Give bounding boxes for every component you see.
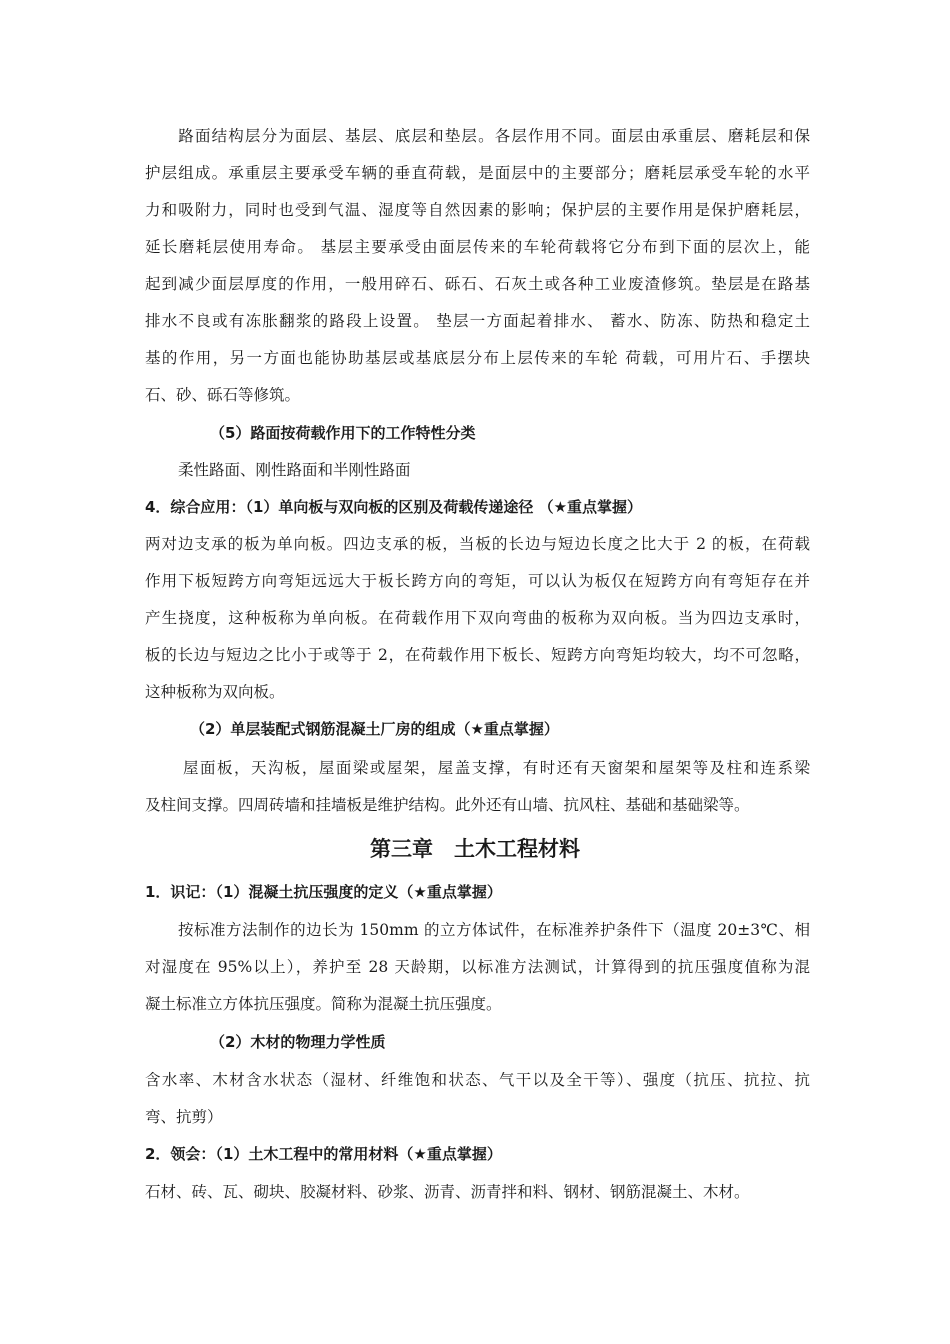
- paragraph-line: 弯、抗剪）: [145, 1108, 223, 1126]
- paragraph-line: 石、砂、砾石等修筑。: [145, 386, 301, 404]
- paragraph-line: 对湿度在 95%以上），养护至 28 天龄期，以标准方法测试，计算得到的抗压强度值称为混: [145, 958, 810, 976]
- paragraph-line: 柔性路面、刚性路面和半刚性路面: [178, 461, 411, 479]
- paragraph-line: 凝土标准立方体抗压强度。简称为混凝土抗压强度。: [145, 995, 502, 1013]
- paragraph-line: 作用下板短跨方向弯矩远远大于板长跨方向的弯矩，可以认为板仅在短跨方向有弯矩存在并: [145, 572, 810, 590]
- paragraph-line: 屋面板，天沟板，屋面梁或屋架，屋盖支撑，有时还有天窗架和屋架等及柱和连系梁: [183, 759, 810, 777]
- subheading-road-classification: （5）路面按荷载作用下的工作特性分类: [210, 424, 476, 442]
- paragraph-line: 护层组成。承重层主要承受车辆的垂直荷载，是面层中的主要部分；磨耗层承受车轮的水平: [145, 164, 810, 182]
- paragraph-line: 这种板称为双向板。: [145, 683, 285, 701]
- paragraph-line: 含水率、木材含水状态（湿材、纤维饱和状态、气干以及全干等）、强度（抗压、抗拉、抗: [145, 1071, 810, 1089]
- section-title-comprehend: 2．领会：（1）土木工程中的常用材料（★重点掌握）: [145, 1145, 502, 1163]
- paragraph-line: 延长磨耗层使用寿命。 基层主要承受由面层传来的车轮荷载将它分布到下面的层次上，能: [145, 238, 810, 256]
- paragraph-line: 力和吸附力，同时也受到气温、湿度等自然因素的影响；保护层的主要作用是保护磨耗层，: [145, 201, 810, 219]
- subheading-factory-composition: （2）单层装配式钢筋混凝土厂房的组成（★重点掌握）: [190, 720, 559, 738]
- paragraph-line: 基的作用，另一方面也能协助基层或基底层分布上层传来的车轮 荷载，可用片石、手摆块: [145, 349, 810, 367]
- paragraph-line: 两对边支承的板为单向板。四边支承的板，当板的长边与短边长度之比大于 2 的板，在荷载: [145, 535, 810, 553]
- paragraph-line: 排水不良或有冻胀翻浆的路段上设置。 垫层一方面起着排水、 蓄水、防冻、防热和稳定土: [145, 312, 810, 330]
- paragraph-line: 产生挠度，这种板称为单向板。在荷载作用下双向弯曲的板称为双向板。当为四边支承时，: [145, 609, 810, 627]
- paragraph-line: 石材、砖、瓦、砌块、胶凝材料、砂浆、沥青、沥青拌和料、钢材、钢筋混凝土、木材。: [145, 1183, 750, 1201]
- section-title-application: 4．综合应用：（1）单向板与双向板的区别及荷载传递途径 （★重点掌握）: [145, 498, 643, 516]
- paragraph-line: 起到减少面层厚度的作用，一般用碎石、砾石、石灰土或各种工业废渣修筑。垫层是在路基: [145, 275, 810, 293]
- paragraph-line: 按标准方法制作的边长为 150mm 的立方体试件，在标准养护条件下（温度 20±3℃、相: [178, 921, 810, 939]
- paragraph-line: 路面结构层分为面层、基层、底层和垫层。各层作用不同。面层由承重层、磨耗层和保: [145, 127, 810, 145]
- chapter-title: 第三章 土木工程材料: [370, 837, 580, 861]
- paragraph-line: 板的长边与短边之比小于或等于 2，在荷载作用下板长、短跨方向弯矩均较大，均不可忽略，: [145, 646, 810, 664]
- section-title-memorize: 1．识记：（1）混凝土抗压强度的定义（★重点掌握）: [145, 883, 502, 901]
- subheading-wood-properties: （2）木材的物理力学性质: [210, 1033, 386, 1051]
- paragraph-line: 及柱间支撑。四周砖墙和挂墙板是维护结构。此外还有山墙、抗风柱、基础和基础梁等。: [145, 796, 750, 814]
